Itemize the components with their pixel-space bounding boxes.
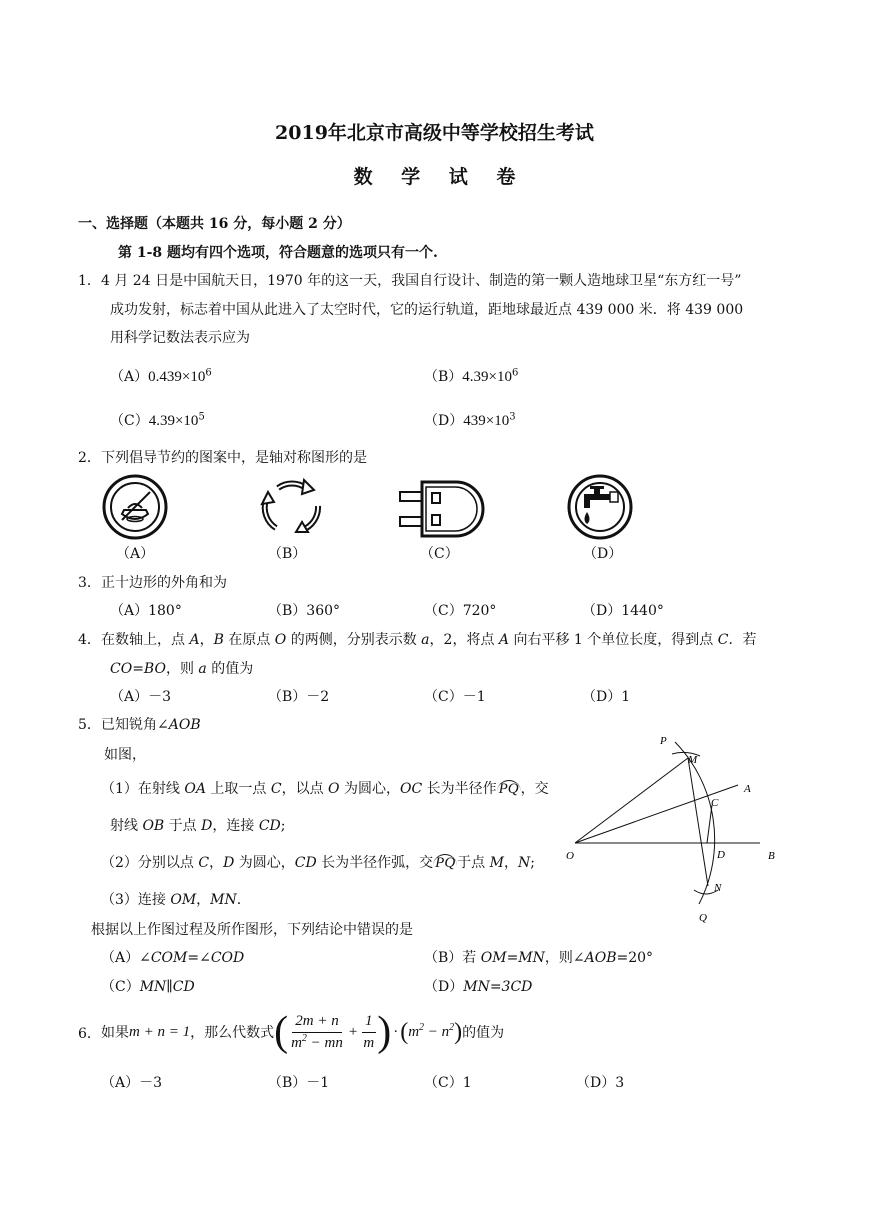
option-d[interactable]: （D）MN=3CD	[424, 979, 533, 995]
question-number: 5．	[78, 717, 101, 733]
option-c[interactable]: （C）MN∥CD	[101, 979, 195, 995]
difference-of-squares: $m^2 - n^2$	[408, 1021, 455, 1040]
question-number: 2．	[78, 450, 101, 466]
label-a: A	[744, 783, 751, 795]
figure-label-d: （D）	[583, 546, 623, 562]
label-n: N	[714, 882, 722, 894]
question-text: CO=BO，则 a 的值为	[110, 661, 254, 677]
question-text: 如图，	[104, 747, 146, 763]
angle-construction-figure	[560, 728, 790, 928]
section-note: 第 1-8 题均有四个选项，符合题意的选项只有一个.	[118, 245, 438, 261]
option-a[interactable]: （A）－3	[101, 1075, 163, 1091]
question-text: 下列倡导节约的图案中，是轴对称图形的是	[101, 450, 367, 466]
label-q: Q	[699, 912, 707, 924]
section-heading: 一、选择题（本题共 16 分，每小题 2 分）	[78, 216, 351, 232]
option-a[interactable]: （A）∠COM=∠COD	[101, 950, 245, 966]
exam-subtitle: 数 学 试 卷	[353, 166, 516, 188]
option-a[interactable]: $(A)0.439\times 10^6$	[110, 367, 212, 385]
step-3: （3）连接 OM，MN.	[101, 892, 242, 908]
question-text: 用科学记数法表示应为	[110, 330, 250, 346]
label-m: M	[688, 754, 698, 766]
option-d[interactable]: （D）3	[576, 1075, 625, 1091]
question-number: 3．	[78, 575, 101, 591]
figure-label-b: （B）	[268, 546, 307, 562]
power-plug-icon[interactable]	[398, 478, 486, 540]
label-b: B	[768, 850, 775, 862]
figure-label-c: （C）	[420, 546, 459, 562]
question-number: 4．	[78, 632, 101, 648]
ray-oa	[575, 785, 738, 843]
segment-om	[575, 758, 688, 843]
option-b[interactable]: （B）－2	[268, 689, 330, 705]
no-waste-bowl-icon[interactable]	[102, 474, 168, 540]
question-text: 正十边形的外角和为	[101, 575, 227, 591]
left-paren: (	[274, 1009, 289, 1055]
exam-title: 2019年北京市高级中等学校招生考试	[275, 122, 594, 144]
question-text: 成功发射，标志着中国从此进入了太空时代，它的运行轨道，距地球最近点 439 000 米．将 439 000	[110, 302, 744, 318]
figure-label-a: （A）	[116, 546, 155, 562]
arc-pq	[675, 742, 715, 904]
fraction-2: $\frac{1}{m}$	[363, 1012, 375, 1051]
option-a[interactable]: （A）180°	[110, 603, 182, 619]
arc-pq: PQ	[435, 855, 456, 871]
question-text: 已知锐角∠AOB	[101, 717, 201, 733]
option-c[interactable]: （C）1	[424, 1075, 472, 1091]
label-p: P	[660, 735, 667, 747]
question-text: 在数轴上，点 A，B 在原点 O 的两侧，分别表示数 a，2，将点 A 向右平移 1 个单位长度，得到点 C．若	[101, 632, 757, 648]
recycle-arrows-icon[interactable]	[256, 474, 328, 540]
question-number: 6．	[78, 1026, 101, 1042]
label-d: D	[717, 849, 725, 861]
option-c[interactable]: $(C)4.39\times 10^5$	[110, 411, 205, 429]
condition: m + n = 1	[129, 1023, 191, 1040]
right-paren: )	[377, 1009, 392, 1055]
fraction-1: $\frac{2m + n}{m^2 - mn}$	[291, 1012, 343, 1051]
arc-pq: PQ	[498, 781, 519, 797]
option-d[interactable]: （D）1	[582, 689, 631, 705]
option-c[interactable]: （C）720°	[424, 603, 497, 619]
water-tap-icon[interactable]	[566, 474, 634, 540]
label-c: C	[711, 797, 719, 809]
question-text: 4 月 24 日是中国航天日，1970 年的这一天，我国自行设计、制造的第一颗人造地球卫星“东方红一号”	[101, 273, 742, 289]
question-number: 1．	[78, 273, 101, 289]
label-o: O	[566, 850, 574, 862]
segment-mn	[688, 758, 708, 886]
option-b[interactable]: （B）若 OM=MN，则∠AOB=20°	[424, 950, 654, 966]
question-text: 根据以上作图过程及所作图形，下列结论中错误的是	[91, 922, 413, 938]
option-d[interactable]: $(D)439\times 10^3$	[424, 411, 516, 429]
option-a[interactable]: （A）－3	[110, 689, 172, 705]
option-c[interactable]: （C）－1	[424, 689, 486, 705]
step-1: （1）在射线 OA 上取一点 C，以点 O 为圆心，OC 长为半径作 PQ ，交	[101, 781, 549, 797]
option-b[interactable]: （B）－1	[268, 1075, 330, 1091]
option-b[interactable]: （B）360°	[268, 603, 341, 619]
question-text: 如果 m + n = 1 ，那么代数式 ( $\frac{2m + n}{m^2 - mn}$ + $\frac{1}{m}$ ) · ( $m^2 - n^2$ ) 的值为	[101, 1009, 505, 1055]
step-2: （2）分别以点 C，D 为圆心，CD 长为半径作弧，交 PQ 于点 M，N;	[101, 855, 535, 871]
option-b[interactable]: $(B)4.39\times 10^6$	[424, 367, 519, 385]
option-d[interactable]: （D）1440°	[582, 603, 664, 619]
step-1-cont: 射线 OB 于点 D，连接 CD;	[110, 818, 286, 834]
